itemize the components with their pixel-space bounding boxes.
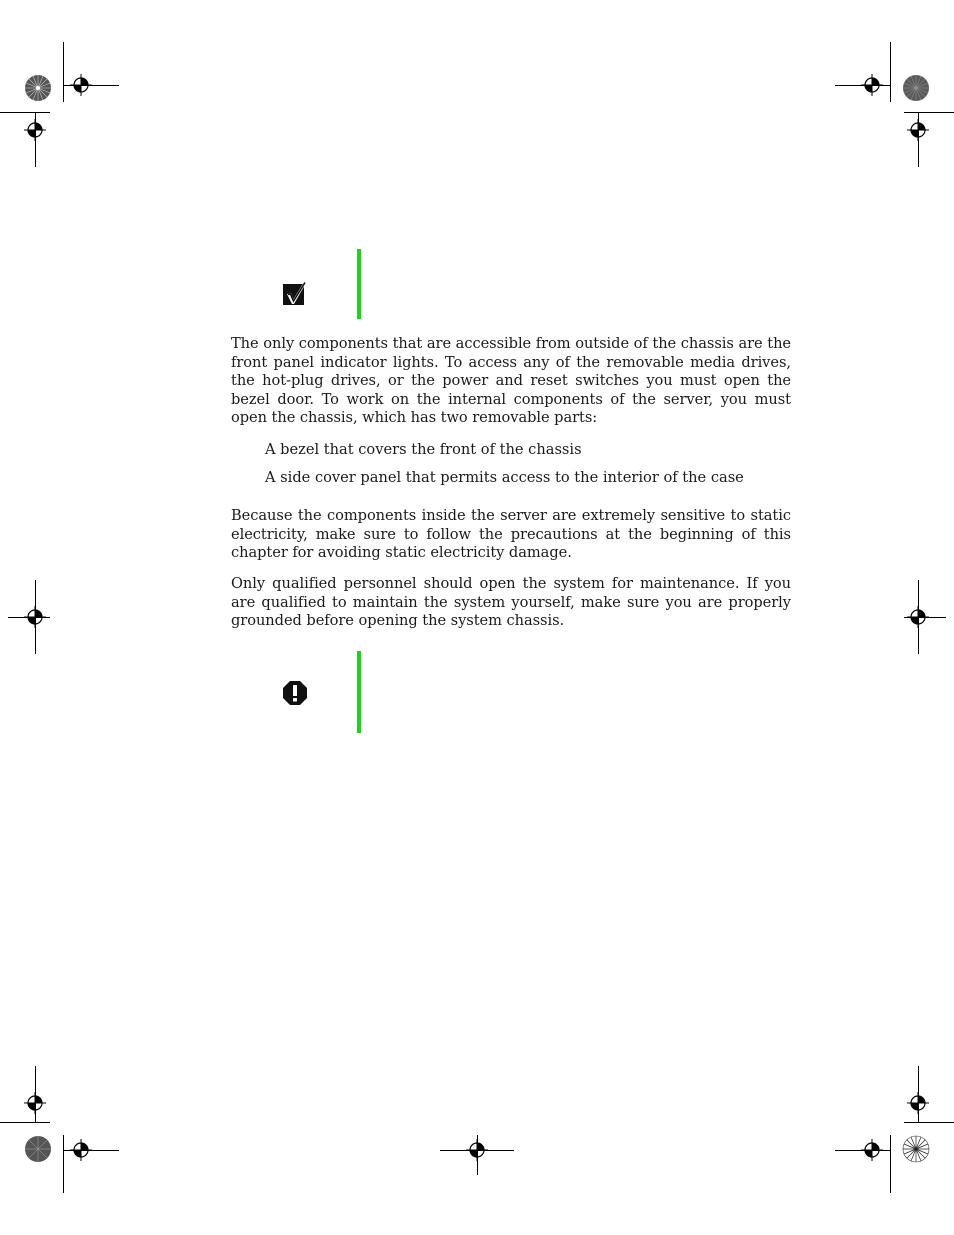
intro-paragraph: The only components that are accessible from outside of the chassis are the front panel indicator lights. To access any of the removable media drives, the hot-plug drives, or the power and reset switches you must open the bezel door. To work on the internal components of the server, you must open the chassis, which has two removable parts: bbox=[231, 335, 791, 427]
crop-mark bbox=[890, 1135, 891, 1193]
checkmark-note-icon bbox=[282, 280, 308, 306]
registration-mark bbox=[24, 606, 46, 628]
crop-mark bbox=[0, 112, 50, 113]
crop-mark bbox=[904, 112, 954, 113]
registration-mark bbox=[861, 74, 883, 96]
registration-mark bbox=[466, 1139, 488, 1161]
crop-mark bbox=[890, 42, 891, 102]
registration-mark bbox=[24, 1092, 46, 1114]
qualified-personnel-paragraph: Only qualified personnel should open the system for maintenance. If you are qualified to maintain the system yourself, make sure you are properly grounded before opening the system chassis. bbox=[231, 575, 791, 630]
color-starburst-mark bbox=[24, 74, 52, 102]
crop-mark bbox=[0, 1122, 50, 1123]
registration-mark bbox=[70, 74, 92, 96]
registration-mark bbox=[24, 119, 46, 141]
crop-mark bbox=[904, 1122, 954, 1123]
list-item: A bezel that covers the front of the chassis bbox=[265, 441, 582, 458]
warning-notice-bar bbox=[357, 651, 361, 733]
registration-mark bbox=[907, 119, 929, 141]
color-starburst-mark bbox=[24, 1135, 52, 1163]
registration-mark bbox=[861, 1139, 883, 1161]
registration-mark bbox=[70, 1139, 92, 1161]
exclamation-warning-icon bbox=[282, 680, 308, 706]
list-item: A side cover panel that permits access to the interior of the case bbox=[265, 469, 744, 486]
color-starburst-mark bbox=[902, 1135, 930, 1163]
registration-mark bbox=[907, 1092, 929, 1114]
important-notice-bar bbox=[357, 249, 361, 319]
crop-mark bbox=[63, 1135, 64, 1193]
static-electricity-paragraph: Because the components inside the server are extremely sensitive to static electricity, make sure to follow the precautions at the beginning of this chapter for avoiding static electricity damage. bbox=[231, 507, 791, 562]
color-starburst-mark bbox=[902, 74, 930, 102]
crop-mark bbox=[63, 42, 64, 102]
registration-mark bbox=[907, 606, 929, 628]
